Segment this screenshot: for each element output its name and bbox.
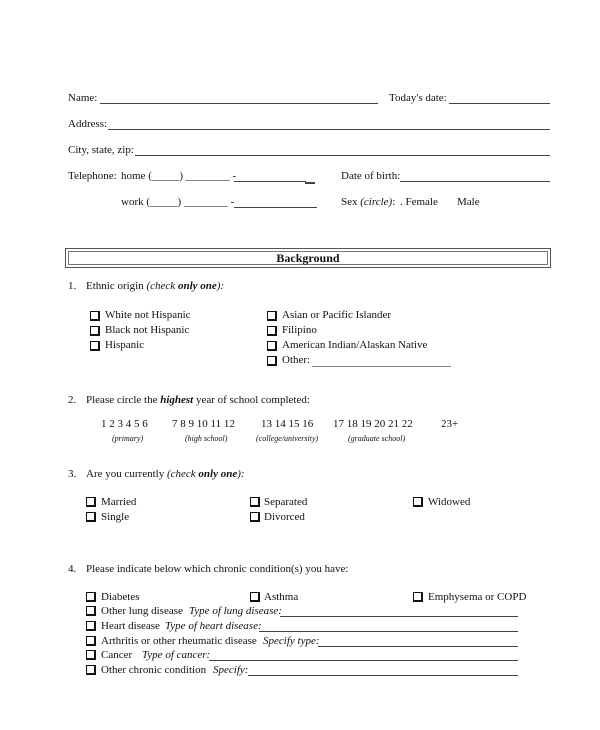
address-field[interactable] <box>108 129 550 130</box>
q2-text: Please circle the <box>86 394 158 406</box>
section-header-background: Background <box>65 248 551 268</box>
q1-number: 1. <box>68 280 77 292</box>
checkbox-divorced[interactable] <box>250 512 260 522</box>
option-label: Widowed <box>428 496 471 508</box>
checkbox-separated[interactable] <box>250 497 260 507</box>
option-label: Other lung disease <box>101 605 183 617</box>
dob-field[interactable] <box>400 181 550 182</box>
date-label: Today's date: <box>389 92 447 104</box>
option-label: Filipino <box>282 324 317 336</box>
years-graduate[interactable]: 17 18 19 20 21 22 <box>333 418 413 430</box>
option-label: Married <box>101 496 137 508</box>
city-field[interactable] <box>135 155 550 156</box>
checkbox-arthritis[interactable] <box>86 636 96 646</box>
q4-number: 4. <box>68 563 77 575</box>
checkbox-asthma[interactable] <box>250 592 260 602</box>
q1-hint: (check <box>146 280 176 292</box>
date-field[interactable] <box>449 103 550 104</box>
sex-text: Sex <box>341 196 358 208</box>
q3-question <box>86 468 245 481</box>
checkbox-cancer[interactable] <box>86 650 96 660</box>
years-high-school[interactable]: 7 8 9 10 11 12 <box>172 418 235 430</box>
option-label: Other: <box>282 354 311 366</box>
option-label: Heart disease <box>101 620 160 632</box>
option-label: Asthma <box>264 591 299 603</box>
label-college: (college/university) <box>256 434 319 443</box>
telephone-label: Telephone: <box>68 170 117 182</box>
address-label: Address: <box>68 118 108 130</box>
option-label: Other chronic condition <box>101 664 207 676</box>
option-label: Asian or Pacific Islander <box>282 309 392 321</box>
q1-hint-bold: only one <box>177 280 217 292</box>
arthritis-field[interactable] <box>318 646 518 647</box>
q2-number: 2. <box>68 394 77 406</box>
option-label: Divorced <box>264 511 305 523</box>
specify-label: Specify type: <box>263 635 320 647</box>
checkbox-emphysema[interactable] <box>413 592 423 602</box>
checkbox-american-indian[interactable] <box>267 341 277 351</box>
specify-label: Specify: <box>213 664 249 676</box>
checkbox-married[interactable] <box>86 497 96 507</box>
q1-text: Ethnic origin <box>86 280 144 292</box>
q2-highlight: highest <box>160 394 194 406</box>
other-ethnicity-field[interactable] <box>312 366 451 367</box>
q3-hint-bold: only one <box>198 468 238 480</box>
option-label: American Indian/Alaskan Native <box>282 339 428 351</box>
name-field[interactable] <box>100 103 378 104</box>
q1-question <box>86 280 224 293</box>
checkbox-widowed[interactable] <box>413 497 423 507</box>
option-label: Emphysema or COPD <box>428 591 527 603</box>
sex-hint: (circle) <box>360 196 393 208</box>
sex-label <box>341 196 395 209</box>
q3-hint: (check <box>166 468 196 480</box>
label-primary: (primary) <box>112 434 144 443</box>
specify-label: Type of cancer: <box>142 649 211 661</box>
years-college[interactable]: 13 14 15 16 <box>261 418 314 430</box>
label-graduate: (graduate school) <box>348 434 406 443</box>
option-label: Diabetes <box>101 591 140 603</box>
option-label: Black not Hispanic <box>105 324 190 336</box>
q2-text-end: year of school completed: <box>195 394 310 406</box>
city-label: City, state, zip: <box>68 144 134 156</box>
q1-hint-end: ): <box>216 280 225 292</box>
checkbox-white[interactable] <box>90 311 100 321</box>
work-phone-field[interactable] <box>234 207 317 208</box>
years-primary[interactable]: 1 2 3 4 5 6 <box>101 418 148 430</box>
sex-option-male[interactable]: Male <box>457 196 480 208</box>
option-label: Cancer <box>101 649 133 661</box>
home-phone-extra <box>305 182 315 184</box>
lung-disease-field[interactable] <box>280 616 518 617</box>
checkbox-hispanic[interactable] <box>90 341 100 351</box>
checkbox-black[interactable] <box>90 326 100 336</box>
option-label: Hispanic <box>105 339 145 351</box>
checkbox-lung-disease[interactable] <box>86 606 96 616</box>
checkbox-asian[interactable] <box>267 311 277 321</box>
q3-text: Are you currently <box>86 468 165 480</box>
q4-question: Please indicate below which chronic condition(s) you have: <box>86 563 349 575</box>
option-label: White not Hispanic <box>105 309 191 321</box>
checkbox-other[interactable] <box>267 356 277 366</box>
work-phone-label: work (_____) ________ - <box>121 196 235 208</box>
checkbox-filipino[interactable] <box>267 326 277 336</box>
specify-label: Type of lung disease: <box>189 605 282 617</box>
q3-hint-end: ): <box>237 468 245 480</box>
cancer-field[interactable] <box>209 660 518 661</box>
sex-colon: : <box>392 196 396 208</box>
option-label: Arthritis or other rheumatic disease <box>101 635 257 647</box>
home-phone-field[interactable] <box>234 181 306 182</box>
option-label: Single <box>101 511 130 523</box>
specify-label: Type of heart disease: <box>165 620 262 632</box>
label-high-school: (high school) <box>185 434 228 443</box>
years-23-plus[interactable]: 23+ <box>441 418 459 430</box>
heart-disease-field[interactable] <box>259 631 518 632</box>
home-phone-label: home (_____) ________ - <box>121 170 237 182</box>
dob-label: Date of birth: <box>341 170 401 182</box>
checkbox-other-condition[interactable] <box>86 665 96 675</box>
q3-number: 3. <box>68 468 77 480</box>
option-label: Separated <box>264 496 308 508</box>
checkbox-diabetes[interactable] <box>86 592 96 602</box>
name-label: Name: <box>68 92 98 104</box>
checkbox-heart-disease[interactable] <box>86 621 96 631</box>
checkbox-single[interactable] <box>86 512 96 522</box>
sex-option-female[interactable]: . Female <box>400 196 438 208</box>
q2-question <box>86 394 310 407</box>
other-condition-field[interactable] <box>248 675 518 676</box>
